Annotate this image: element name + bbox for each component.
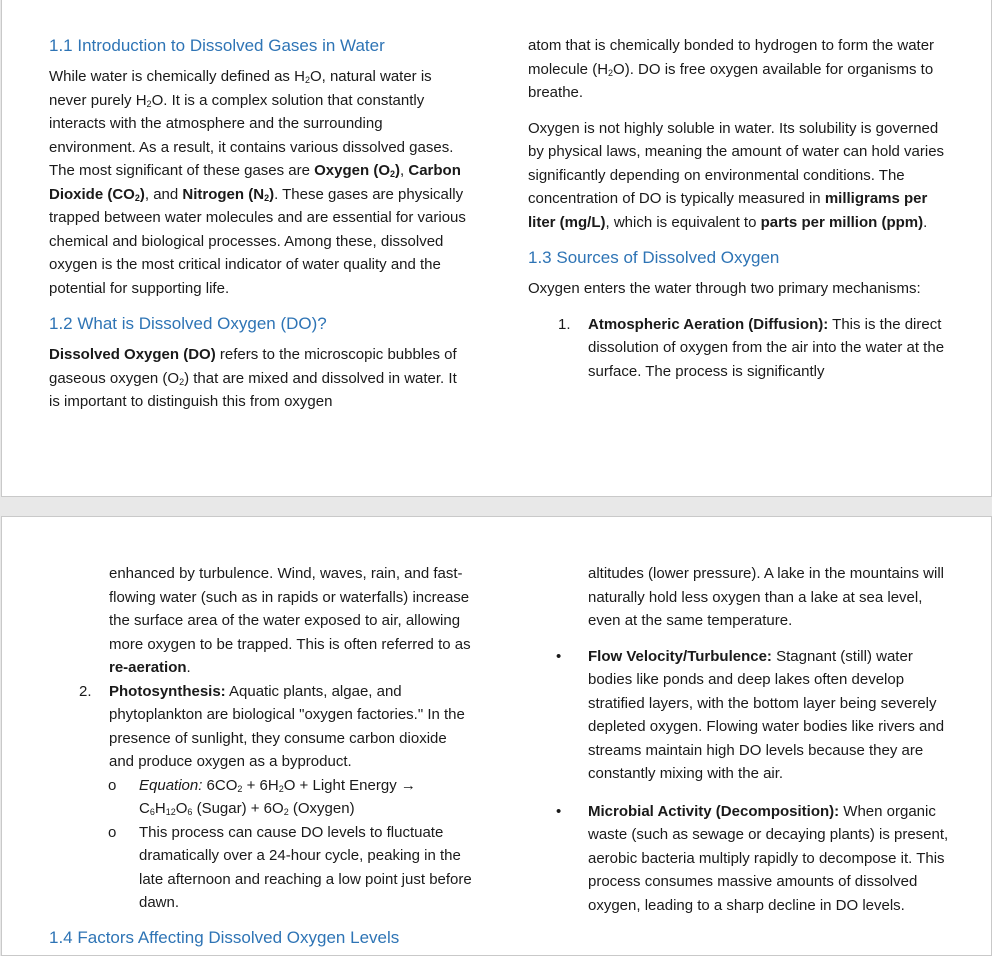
- document-page-1: [1, 0, 992, 497]
- bullet-microbial-activity: • Microbial Activity (Decomposition): When organic waste (such as sewage or decaying plants) is present, aerobic bacteria multiply rapidly to decompose it. This process consumes massive amounts of dissolved oxygen, leading to a sharp decline in DO levels.: [556, 802, 949, 914]
- aeration-continuation: enhanced by turbulence. Wind, waves, rain, and fast-flowing water (such as in rapids or waterfalls) increase the surface area of the water exposed to air, allowing more oxygen to be trapped. This is often referred to as re-aeration.: [109, 565, 471, 676]
- sub-item-equation: o Equation: $6CO_2 + 6H_2O$ + Light Energy → $C_6H_{12}O_6$ (Sugar) + $6O_2$ (Oxygen): [108, 776, 416, 817]
- altitude-continuation: altitudes (lower pressure). A lake in the mountains will naturally hold less oxygen than a lake at sea level, even at the same temperature.: [588, 565, 945, 629]
- intro-paragraph: While water is chemically defined as $H_2O$, natural water is never purely $H_2O$. It is a complex solution that constantly interacts with the atmosphere and the surrounding environment. As a result, it contains various dissolved gases. The most significant of these gases are Oxygen $(O_2)$, Carbon Dioxide $(CO_2)$, and Nitrogen $(N_2)$. These gases are physically trapped between water molecules and are essential for various chemical and biological processes. Among these, dissolved oxygen is the most critical indicator of water quality and the potential for supporting life.: [49, 68, 466, 297]
- bullet-flow-velocity: • Flow Velocity/Turbulence: Stagnant (still) water bodies like ponds and deep lakes often develop stratified layers, with the bottom layer being severely depleted oxygen. Flowing water bodies like rivers and streams maintain high DO levels because they are constantly mixing with the air.: [556, 647, 945, 782]
- sub-item-fluctuation: o This process can cause DO levels to fluctuate dramatically over a 24-hour cycle, peaking in the late afternoon and reaching a low point just before dawn.: [108, 823, 472, 911]
- solubility-paragraph: Oxygen is not highly soluble in water. Its solubility is governed by physical laws, meaning the amount of water can hold varies significantly depending on environmental conditions. The concentration of DO is typically measured in milligrams per liter (mg/L), which is equivalent to parts per million (ppm).: [528, 119, 945, 231]
- page2-right-column: [528, 562, 953, 931]
- heading-1-1: 1.1 Introduction to Dissolved Gases in Water: [49, 36, 385, 55]
- heading-1-3: 1.3 Sources of Dissolved Oxygen: [528, 248, 780, 267]
- heading-1-4: 1.4 Factors Affecting Dissolved Oxygen Levels: [49, 928, 400, 947]
- heading-1-2: 1.2 What is Dissolved Oxygen (DO)?: [49, 314, 327, 333]
- sources-intro-paragraph: Oxygen enters the water through two primary mechanisms:: [528, 280, 921, 297]
- page1-right-column: [528, 34, 953, 383]
- do-continuation-paragraph: atom that is chemically bonded to hydrogen to form the water molecule $(H_2O)$. DO is free oxygen available for organisms to breathe.: [528, 37, 935, 101]
- document-page-2: [1, 516, 992, 956]
- page2-left-column: [49, 562, 474, 915]
- page1-left-column: [49, 34, 469, 426]
- list-item-aeration: 1. Atmospheric Aeration (Diffusion): This is the direct dissolution of oxygen from the air into the water at the surface. The process is significantly: [558, 315, 945, 380]
- list-item-photosynthesis: 2. Photosynthesis: Aquatic plants, algae, and phytoplankton are biological "oxygen factories." In the presence of sunlight, they consume carbon dioxide and produce oxygen as a byproduct.: [79, 682, 465, 770]
- do-definition-paragraph: Dissolved Oxygen (DO) refers to the microscopic bubbles of gaseous oxygen $(O_2)$ that are mixed and dissolved in water. It is important to distinguish this from oxygen: [49, 346, 457, 410]
